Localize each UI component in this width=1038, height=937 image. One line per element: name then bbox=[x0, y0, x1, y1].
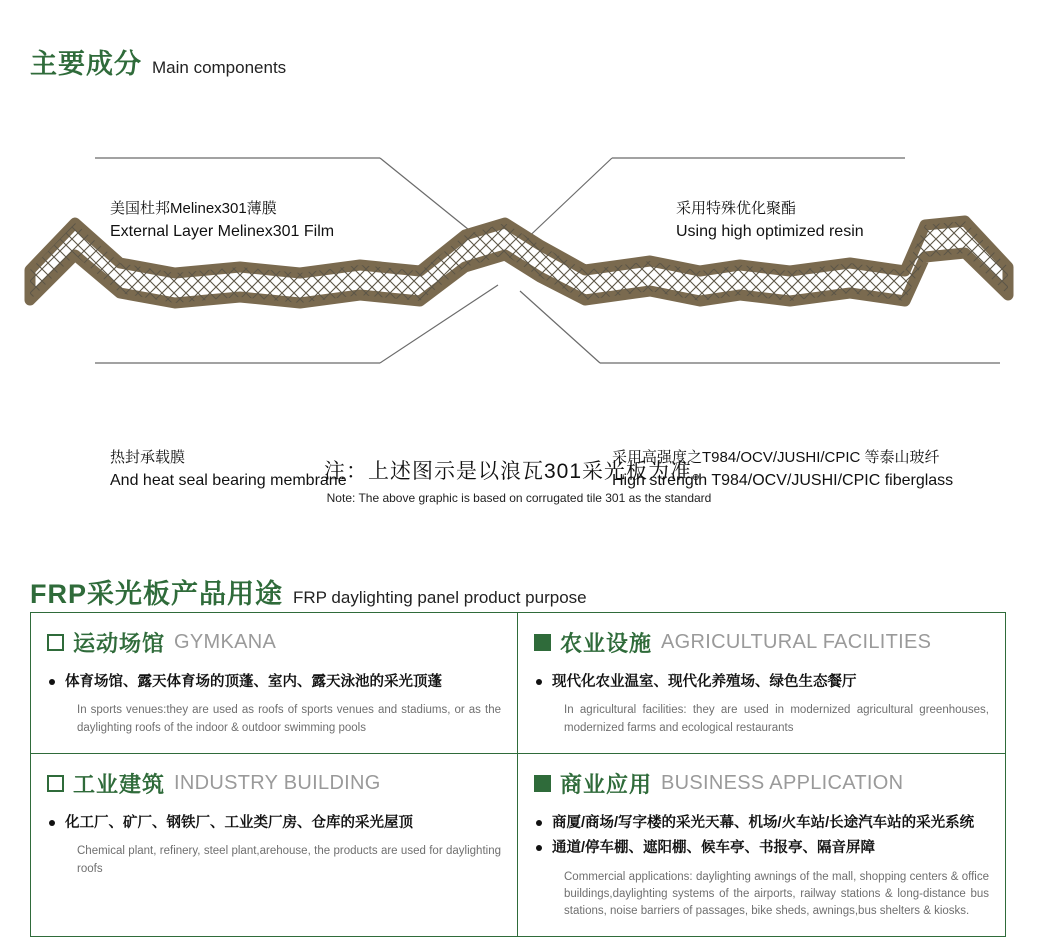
callout-heat-seal-membrane-en: And heat seal bearing membrane bbox=[110, 471, 347, 489]
list-item: 体育场馆、露天体育场的顶蓬、室内、露天泳池的采光顶蓬 bbox=[47, 670, 501, 695]
list-item: 商厦/商场/写字楼的采光天幕、机场/火车站/长途汽车站的采光系统 bbox=[534, 811, 989, 836]
callout-fiberglass-en: High strength T984/OCV/JUSHI/CPIC fiberglass bbox=[612, 471, 954, 489]
purpose-cell-agriculture-cn: 农业设施 bbox=[560, 631, 653, 656]
diagram-note-en: Note: The above graphic is based on corrugated tile 301 as the standard bbox=[326, 491, 712, 505]
square-filled-icon bbox=[534, 775, 551, 792]
purpose-heading-en: FRP daylighting panel product purpose bbox=[293, 588, 587, 607]
callout-optimized-resin-cn: 采用特殊优化聚酯 bbox=[676, 200, 797, 217]
main-components-heading bbox=[30, 42, 286, 81]
purpose-cell-agriculture-desc: In agricultural facilities: they are used in modernized agricultural greenhouses, modernized farms and ecological restaurants bbox=[564, 704, 989, 734]
callout-external-layer-en: External Layer Melinex301 Film bbox=[110, 222, 335, 240]
purpose-cell-business-cn: 商业应用 bbox=[560, 771, 653, 797]
purpose-cell-industry-bullets bbox=[47, 811, 501, 836]
purpose-heading-cn: FRP采光板产品用途 bbox=[30, 579, 283, 609]
list-item: 现代化农业温室、现代化养殖场、绿色生态餐厅 bbox=[534, 670, 989, 695]
purpose-cell-business-en: BUSINESS APPLICATION bbox=[661, 771, 904, 794]
purpose-cell-business bbox=[518, 754, 1005, 937]
square-outline-icon bbox=[47, 634, 64, 651]
purpose-cell-gymkana-bullets bbox=[47, 670, 501, 695]
purpose-cell-agriculture bbox=[518, 613, 1005, 754]
purpose-cell-gymkana-en: GYMKANA bbox=[174, 631, 277, 653]
purpose-cell-agriculture-en: AGRICULTURAL FACILITIES bbox=[661, 631, 932, 653]
callout-optimized-resin-en: Using high optimized resin bbox=[676, 222, 864, 240]
purpose-cell-gymkana bbox=[31, 613, 518, 754]
purpose-cell-agriculture-bullets bbox=[534, 670, 989, 695]
list-item: 通道/停车棚、遮阳棚、候车亭、书报亭、隔音屏障 bbox=[534, 836, 989, 861]
purpose-cell-gymkana-desc: In sports venues:they are used as roofs of sports venues and stadiums, or as the daylighting roofs of the indoor & outdoor swimming pools bbox=[77, 704, 501, 734]
panel-cross-section-svg bbox=[0, 95, 1038, 425]
purpose-cell-gymkana-cn: 运动场馆 bbox=[73, 631, 166, 656]
diagram-note bbox=[0, 455, 1038, 505]
purpose-cell-business-title bbox=[534, 768, 989, 799]
callout-fiberglass-cn: 采用高强度之T984/OCV/JUSHI/CPIC 等泰山玻纤 bbox=[612, 449, 940, 466]
square-outline-icon bbox=[47, 775, 64, 792]
purpose-cell-business-desc: Commercial applications: daylighting awnings of the mall, shopping centers & office buildings,daylighting systems of the airports, railway stations & long-distance bus stations, noise barriers of passages, bike sheds, awnings,bus shelters & kiosks. bbox=[564, 870, 989, 918]
square-filled-icon bbox=[534, 634, 551, 651]
callout-external-layer bbox=[110, 198, 334, 243]
list-item: 化工厂、矿厂、钢铁厂、工业类厂房、仓库的采光屋顶 bbox=[47, 811, 501, 836]
callout-external-layer-cn: 美国杜邦Melinex301薄膜 bbox=[110, 200, 277, 217]
purpose-cell-industry-en: INDUSTRY BUILDING bbox=[174, 771, 381, 794]
callout-optimized-resin bbox=[676, 198, 864, 243]
purpose-cell-agriculture-title bbox=[534, 627, 989, 658]
purpose-cell-industry-title bbox=[47, 768, 501, 799]
purpose-table bbox=[30, 612, 1006, 937]
purpose-heading bbox=[30, 572, 587, 611]
callout-heat-seal-membrane-cn: 热封承载膜 bbox=[110, 449, 186, 466]
diagram-note-cn: 注：上述图示是以浪瓦301采光板为准。 bbox=[323, 460, 715, 483]
main-components-heading-cn: 主要成分 bbox=[30, 49, 142, 79]
purpose-cell-industry-cn: 工业建筑 bbox=[73, 771, 166, 797]
main-components-heading-en: Main components bbox=[152, 58, 287, 77]
purpose-cell-industry-desc: Chemical plant, refinery, steel plant,arehouse, the products are used for daylighting roofs bbox=[77, 845, 501, 875]
purpose-cell-business-bullets bbox=[534, 811, 989, 862]
purpose-cell-gymkana-title bbox=[47, 627, 501, 658]
purpose-cell-industry bbox=[31, 754, 518, 937]
